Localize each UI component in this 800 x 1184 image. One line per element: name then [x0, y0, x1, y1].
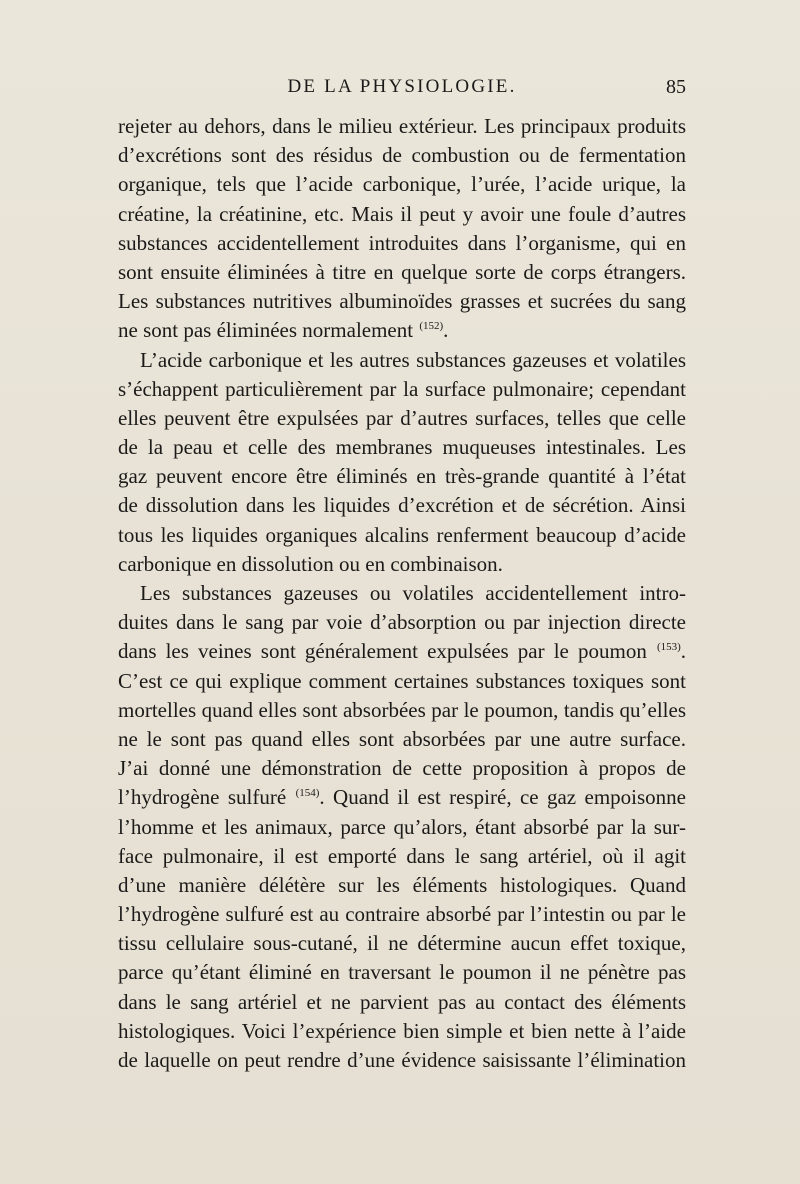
text-line: de laquelle on peut rendre d’une évidence saisissante l’élimination — [118, 1048, 686, 1072]
text-line: l’homme et les animaux, parce qu’alors, étant absorbé par la sur- — [118, 814, 686, 839]
text-line: tissu cellulaire sous-cutané, il ne détermine aucun effet toxique, — [118, 931, 686, 956]
text-line: parce qu’étant éliminé en traversant le poumon il ne pénètre pas — [118, 960, 686, 985]
text-line: L’acide carbonique et les autres substances gazeuses et volatiles — [140, 347, 686, 372]
text-line — [118, 316, 686, 345]
text-line — [118, 637, 686, 666]
text-line: ne le sont pas quand elles sont absorbées par une autre surface. — [118, 726, 686, 751]
line-text: ne sont pas éliminées normalement — [118, 318, 414, 343]
footnote-reference: (152) — [419, 320, 444, 333]
text-line — [118, 783, 686, 812]
text-line: organique, tels que l’acide carbonique, l’urée, l’acide urique, la — [118, 172, 686, 197]
text-line: d’une manière délétère sur les éléments histologiques. Quand — [118, 872, 686, 897]
text-line: carbonique en dissolution ou en combinaison. — [118, 551, 503, 576]
text-line: tous les liquides organiques alcalins renferment beaucoup d’acide — [118, 522, 686, 547]
line-text: dans les veines sont généralement expulsées par le poumon — [118, 639, 647, 664]
page-number: 85 — [666, 76, 686, 98]
text-line: sont ensuite éliminées à titre en quelque sorte de corps étrangers. — [118, 259, 686, 284]
running-title: DE LA PHYSIOLOGIE. — [287, 76, 517, 97]
text-line: de dissolution dans les liquides d’excrétion et de sécrétion. Ainsi — [118, 493, 686, 518]
footnote-reference: (153) — [656, 641, 681, 654]
text-line: J’ai donné une démonstration de cette proposition à propos de — [118, 756, 686, 781]
line-text-after: . — [680, 639, 687, 664]
line-text-after: . Quand il est respiré, ce gaz empoisonne — [319, 785, 686, 810]
text-line: s’échappent particulièrement par la surface pulmonaire; cependant — [118, 376, 686, 401]
text-line: créatine, la créatinine, etc. Mais il peut y avoir une foule d’autres — [118, 201, 686, 226]
text-line: Les substances nutritives albuminoïdes grasses et sucrées du sang — [118, 289, 686, 314]
text-line: duites dans le sang par voie d’absorption ou par injection directe — [118, 610, 686, 635]
text-line: gaz peuvent encore être éliminés en très-grande quantité à l’état — [118, 464, 686, 489]
text-line: mortelles quand elles sont absorbées par le poumon, tandis qu’elles — [118, 697, 686, 722]
text-line: l’hydrogène sulfuré est au contraire absorbé par l’intestin ou par le — [118, 902, 686, 927]
text-line: de la peau et celle des membranes muqueuses intestinales. Les — [118, 435, 686, 460]
text-line: Les substances gazeuses ou volatiles accidentellement intro- — [140, 581, 686, 605]
footnote-reference: (154) — [295, 787, 320, 800]
line-text-after: . — [443, 318, 449, 343]
text-line: d’excrétions sont des résidus de combustion ou de fermentation — [118, 143, 686, 168]
text-line: histologiques. Voici l’expérience bien simple et bien nette à l’aide — [118, 1018, 686, 1043]
text-line: dans le sang artériel et ne parvient pas au contact des éléments — [118, 989, 686, 1014]
running-head — [118, 72, 686, 102]
text-line: substances accidentellement introduites dans l’organisme, qui en — [118, 230, 686, 255]
text-line: elles peuvent être expulsées par d’autres surfaces, telles que celle — [118, 405, 686, 430]
text-line: face pulmonaire, il est emporté dans le sang artériel, où il agit — [118, 843, 686, 868]
body-text — [118, 112, 686, 1075]
text-line: C’est ce qui explique comment certaines substances toxiques sont — [118, 668, 686, 693]
line-text: l’hydrogène sulfuré — [118, 785, 287, 810]
text-line: rejeter au dehors, dans le milieu extérieur. Les principaux produits — [118, 114, 686, 138]
